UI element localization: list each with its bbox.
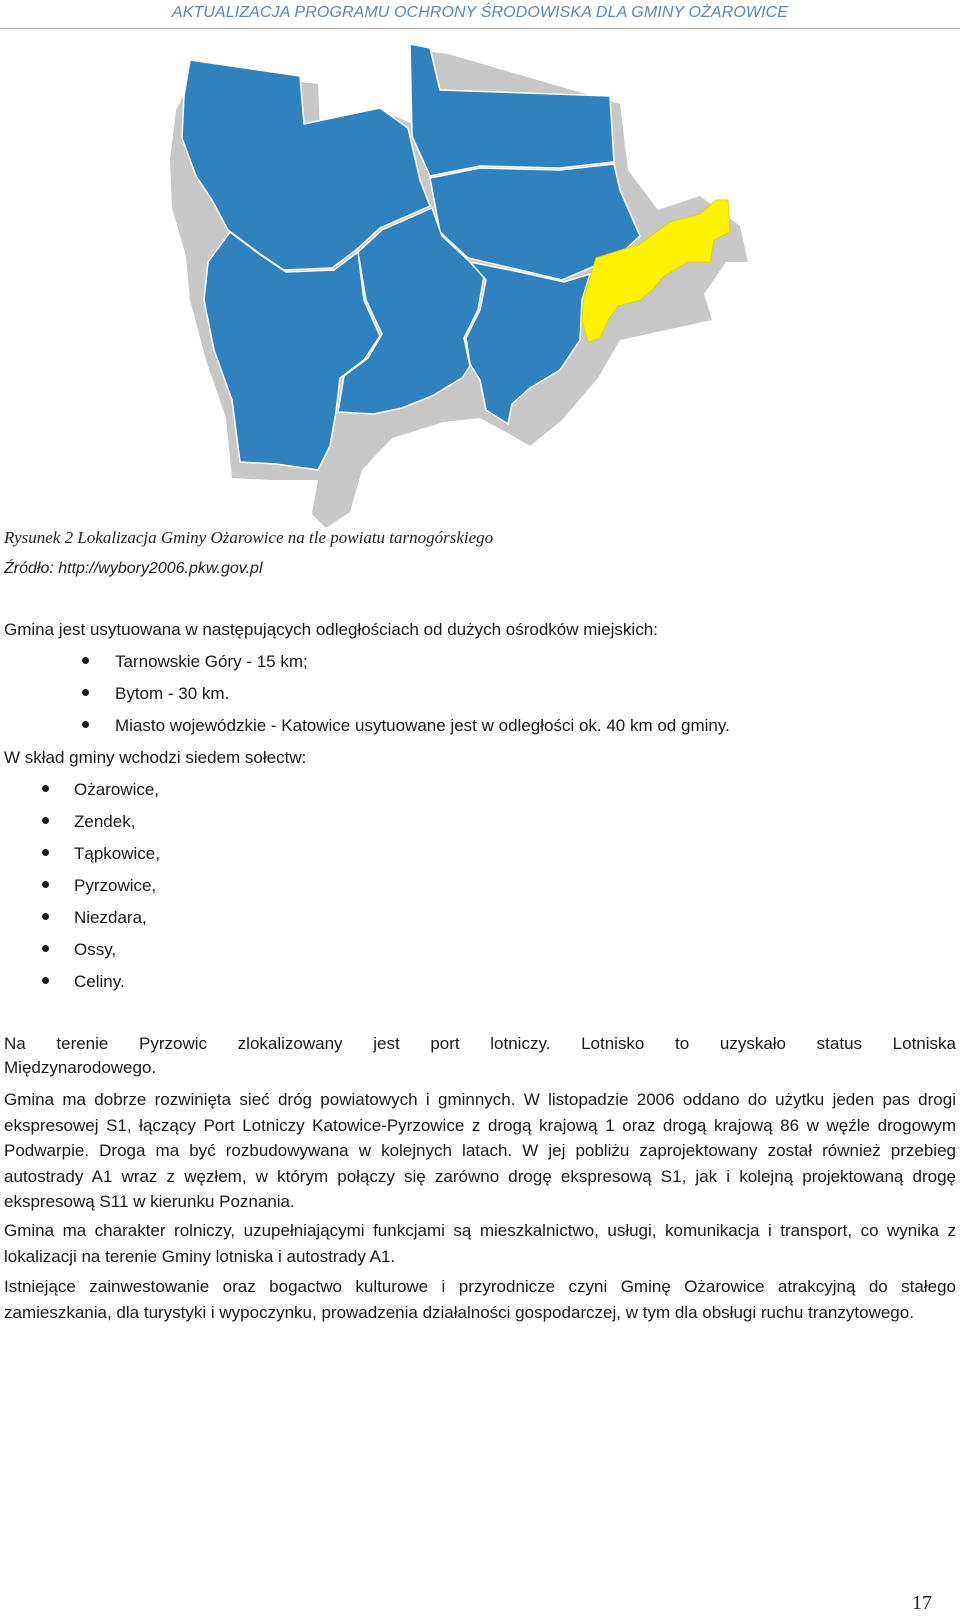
list-item [42,844,160,864]
distances-intro: Gmina jest usytuowana w następujących odległościach od dużych ośrodków miejskich: [4,620,658,639]
bullet-icon [82,657,89,664]
list-item-text: Miasto wojewódzkie - Katowice usytuowane jest w odległości ok. 40 km od gminy. [115,716,730,735]
figure-caption: Rysunek 2 Lokalizacja Gminy Ożarowice na tle powiatu tarnogórskiego [4,528,494,547]
list-item-text: Niezdara, [74,908,147,927]
list-item-text: Pyrzowice, [74,876,157,895]
paragraph-attractiveness: Istniejące zainwestowanie oraz bogactwo kulturowe i przyrodnicze czyni Gminę Ożarowice atrakcyjną do stałego zamieszkania, dla turystyki i wypoczynku, prowadzenia działalności gospodarczej, w tym dla obsługi ruchu tranzytowego. [4,1277,956,1322]
villages-intro: W skład gminy wchodzi siedem sołectw: [4,748,307,767]
bullet-icon [42,817,49,824]
bullet-icon [42,785,49,792]
bullet-icon [82,689,89,696]
paragraph-airport-line1: Na terenie Pyrzowic zlokalizowany jest port lotniczy. Lotnisko to uzyskało status Lotniska [4,1034,956,1053]
list-item-text: Bytom - 30 km. [115,684,230,703]
list-item-text: Tarnowskie Góry - 15 km; [115,652,308,671]
list-item [82,716,730,736]
list-item-text: Tąpkowice, [74,844,160,863]
list-item [42,876,156,896]
list-item-text: Ożarowice, [74,780,160,799]
bullet-icon [42,913,49,920]
list-item [42,908,147,928]
bullet-icon [42,849,49,856]
list-item [42,972,125,992]
header-title: AKTUALIZACJA PROGRAMU OCHRONY ŚRODOWISKA DLA GMINY OŻAROWICE [171,4,789,21]
list-item-text: Ossy, [74,940,117,959]
paragraph-character: Gmina ma charakter rolniczy, uzupełniającymi funkcjami są mieszkalnictwo, usługi, komunikacja i transport, co wynika z lokalizacji na terenie Gminy lotniska i autostrady A1. [4,1221,956,1266]
list-item [42,812,135,832]
figure-source: Źródło: http://wybory2006.pkw.gov.pl [4,560,263,577]
list-item [82,652,308,672]
list-item [42,780,159,800]
page-number: 17 [912,1592,932,1614]
list-item [42,940,116,960]
list-item-text: Zendek, [74,812,136,831]
list-item [82,684,229,704]
paragraph-airport-line2: Międzynarodowego. [4,1058,157,1077]
bullet-icon [42,945,49,952]
bullet-icon [42,977,49,984]
county-map [0,30,960,530]
bullet-icon [42,881,49,888]
page-header [0,0,960,29]
bullet-icon [82,721,89,728]
paragraph-roads: Gmina ma dobrze rozwinięta sieć dróg powiatowych i gminnych. W listopadzie 2006 oddano do użytku jeden pas drogi ekspresowej S1, łączący Port Lotniczy Katowice-Pyrzowice z drogą krajową 1 oraz drogą krajową 86 w węźle drogowym Podwarpie. Droga ma być rozbudowywana w kolejnych latach. W jej pobliżu zaprojektowany został również przebieg autostrady A1 wraz z węzłem, w którym połączy się zarówno drogę ekspresową S1, jak i kolejną projektowaną drogę ekspresową S11 w kierunku Poznania. [4,1090,956,1211]
list-item-text: Celiny. [74,972,125,991]
